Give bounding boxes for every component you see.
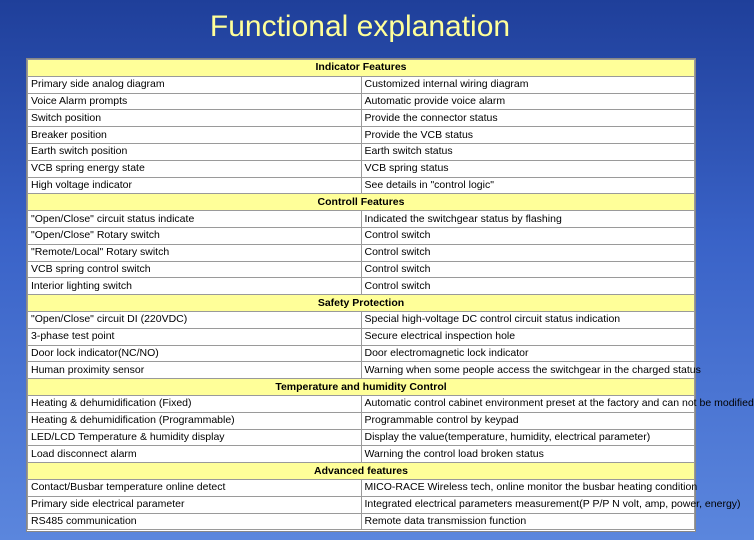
table-row	[28, 311, 695, 328]
feature-name-cell: Contact/Busbar temperature online detect	[28, 479, 362, 496]
feature-name-cell: 3-phase test point	[28, 328, 362, 345]
feature-description-cell: Provide the connector status	[361, 110, 695, 127]
feature-description-cell: MICO-RACE Wireless tech, online monitor the busbar heating condition	[361, 479, 695, 496]
feature-name-cell: "Open/Close" circuit status indicate	[28, 211, 362, 228]
section-header: Safety Protection	[28, 295, 695, 312]
feature-description-cell: See details in "control logic"	[361, 177, 695, 194]
feature-description-cell: Warning the control load broken status	[361, 446, 695, 463]
feature-description-cell: Special high-voltage DC control circuit status indication	[361, 311, 695, 328]
feature-description-cell: Control switch	[361, 227, 695, 244]
table-row	[28, 76, 695, 93]
feature-table-body	[28, 60, 754, 530]
feature-name-cell: LED/LCD Temperature & humidity display	[28, 429, 362, 446]
feature-description-cell: Earth switch status	[361, 143, 695, 160]
table-row	[28, 127, 695, 144]
feature-name-cell: VCB spring control switch	[28, 261, 362, 278]
feature-description-cell: Door electromagnetic lock indicator	[361, 345, 695, 362]
feature-description-cell: Secure electrical inspection hole	[361, 328, 695, 345]
feature-description-cell: Warning when some people access the switchgear in the charged status	[361, 362, 695, 379]
feature-name-cell: "Remote/Local" Rotary switch	[28, 244, 362, 261]
table-row	[28, 177, 695, 194]
table-row	[28, 244, 695, 261]
feature-description-cell: Remote data transmission function	[361, 513, 695, 530]
feature-description-cell: Programmable control by keypad	[361, 412, 695, 429]
feature-description-cell: Control switch	[361, 244, 695, 261]
section-header-row	[28, 295, 695, 312]
table-row	[28, 345, 695, 362]
feature-description-cell: Automatic provide voice alarm	[361, 93, 695, 110]
table-row	[28, 278, 695, 295]
table-row	[28, 496, 695, 513]
table-row	[28, 328, 695, 345]
feature-name-cell: Human proximity sensor	[28, 362, 362, 379]
section-header: Advanced features	[28, 463, 695, 480]
feature-name-cell: Primary side electrical parameter	[28, 496, 362, 513]
section-header-row	[28, 60, 695, 77]
feature-name-cell: Load disconnect alarm	[28, 446, 362, 463]
feature-name-cell: RS485 communication	[28, 513, 362, 530]
feature-name-cell: High voltage indicator	[28, 177, 362, 194]
feature-description-cell: Control switch	[361, 261, 695, 278]
table-row	[28, 479, 695, 496]
section-header: Indicator Features	[28, 60, 695, 77]
feature-name-cell: Primary side analog diagram	[28, 76, 362, 93]
feature-description-cell: Display the value(temperature, humidity, electrical parameter)	[361, 429, 695, 446]
section-header-row	[28, 463, 695, 480]
table-row	[28, 513, 695, 530]
section-header-row	[28, 194, 695, 211]
feature-table-container	[26, 58, 754, 532]
table-row	[28, 227, 695, 244]
feature-description-cell: Integrated electrical parameters measurement(P P/P N volt, amp, power, energy)	[361, 496, 695, 513]
section-header: Controll Features	[28, 194, 695, 211]
feature-description-cell: Automatic control cabinet environment preset at the factory and can not be modified	[361, 395, 695, 412]
feature-name-cell: Earth switch position	[28, 143, 362, 160]
table-row	[28, 93, 695, 110]
feature-name-cell: Heating & dehumidification (Fixed)	[28, 395, 362, 412]
table-row	[28, 412, 695, 429]
table-row	[28, 362, 695, 379]
feature-description-cell: Indicated the switchgear status by flashing	[361, 211, 695, 228]
table-row	[28, 446, 695, 463]
feature-description-cell: Customized internal wiring diagram	[361, 76, 695, 93]
slide-title: Functional explanation	[209, 10, 511, 43]
table-row	[28, 160, 695, 177]
table-row	[28, 143, 695, 160]
feature-name-cell: "Open/Close" Rotary switch	[28, 227, 362, 244]
table-row	[28, 395, 695, 412]
section-header: Temperature and humidity Control	[28, 379, 695, 396]
feature-name-cell: Door lock indicator(NC/NO)	[28, 345, 362, 362]
feature-name-cell: Interior lighting switch	[28, 278, 362, 295]
feature-name-cell: VCB spring energy state	[28, 160, 362, 177]
section-header-row	[28, 379, 695, 396]
feature-name-cell: Heating & dehumidification (Programmable)	[28, 412, 362, 429]
table-row	[28, 211, 695, 228]
feature-description-cell: Control switch	[361, 278, 695, 295]
feature-description-cell: Provide the VCB status	[361, 127, 695, 144]
table-row	[28, 110, 695, 127]
feature-description-cell: VCB spring status	[361, 160, 695, 177]
table-row	[28, 429, 695, 446]
feature-table	[27, 59, 754, 530]
feature-name-cell: Switch position	[28, 110, 362, 127]
feature-name-cell: "Open/Close" circuit DI (220VDC)	[28, 311, 362, 328]
feature-name-cell: Breaker position	[28, 127, 362, 144]
feature-name-cell: Voice Alarm prompts	[28, 93, 362, 110]
table-row	[28, 261, 695, 278]
